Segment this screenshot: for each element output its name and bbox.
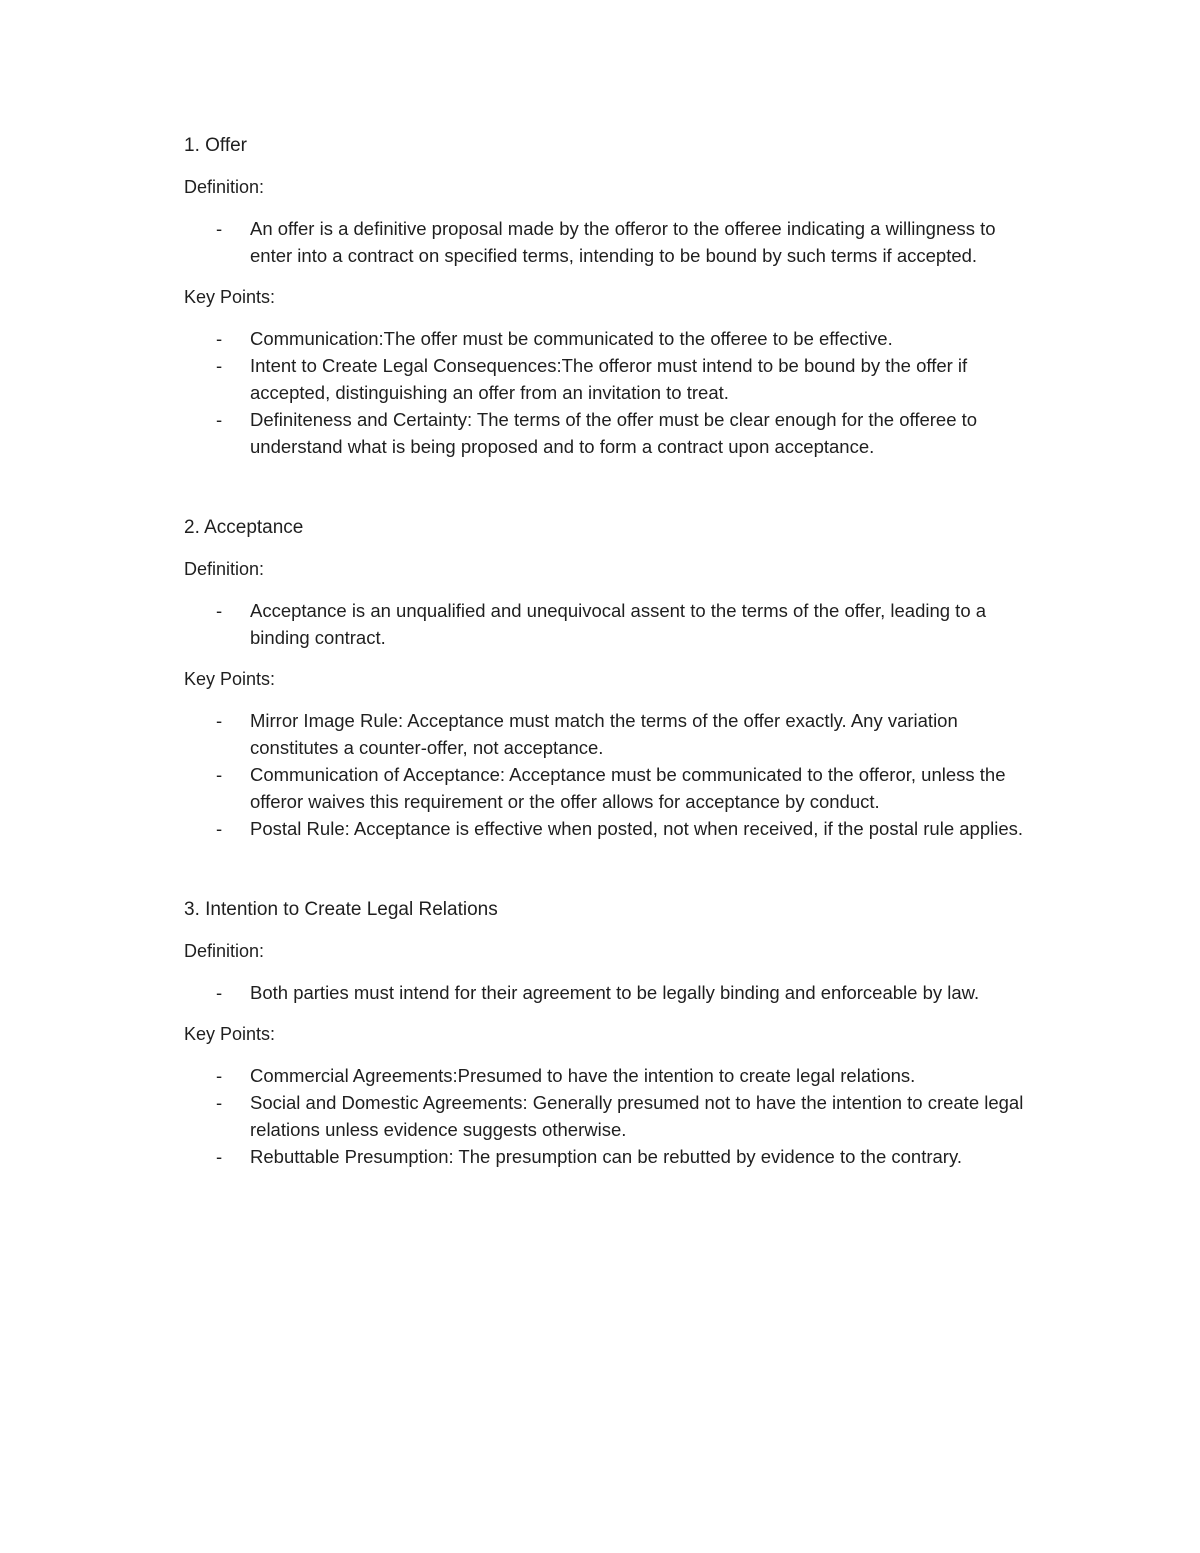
list-item [184, 815, 1024, 842]
list-item [184, 406, 1024, 460]
list-item [184, 1062, 1024, 1089]
definition-label: Definition: [184, 177, 265, 197]
dash-bullet: - [216, 982, 223, 1003]
section-offer [184, 133, 1024, 460]
list-item-text: Acceptance is an unqualified and unequivocal assent to the terms of the offer, leading to a binding contract. [250, 600, 987, 648]
list-item [184, 1143, 1024, 1170]
key-points-label: Key Points: [184, 1024, 276, 1044]
dash-bullet: - [216, 710, 223, 731]
list-item-text: Rebuttable Presumption: The presumption can be rebutted by evidence to the contrary. [250, 1146, 962, 1167]
definition-list [184, 215, 1024, 269]
key-points-list [184, 1062, 1024, 1170]
document-page [184, 133, 1024, 1185]
list-item [184, 215, 1024, 269]
dash-bullet: - [216, 218, 223, 239]
dash-bullet: - [216, 1146, 223, 1167]
section-acceptance [184, 515, 1024, 842]
key-points-label: Key Points: [184, 669, 276, 689]
list-item-text: Mirror Image Rule: Acceptance must match the terms of the offer exactly. Any variation constitutes a counter-offer, not acceptance. [250, 710, 958, 758]
list-item [184, 707, 1024, 761]
key-points-label: Key Points: [184, 287, 276, 307]
list-item-text: Communication:The offer must be communicated to the offeree to be effective. [250, 328, 893, 349]
section-heading: 3. Intention to Create Legal Relations [184, 899, 498, 920]
section-spacer [184, 857, 1024, 897]
list-item-text: Communication of Acceptance: Acceptance must be communicated to the offeror, unless the offeror waives this requirement or the offer allows for acceptance by conduct. [250, 764, 1006, 812]
list-item [184, 761, 1024, 815]
dash-bullet: - [216, 409, 223, 430]
list-item-text: Definiteness and Certainty: The terms of the offer must be clear enough for the offeree to understand what is being proposed and to form a contract upon acceptance. [250, 409, 978, 457]
section-heading: 1. Offer [184, 135, 248, 156]
list-item [184, 1089, 1024, 1143]
dash-bullet: - [216, 818, 223, 839]
list-item-text: Social and Domestic Agreements: Generally presumed not to have the intention to create legal relations unless evidence suggests otherwise. [250, 1092, 1024, 1140]
dash-bullet: - [216, 328, 223, 349]
list-item [184, 979, 1024, 1006]
dash-bullet: - [216, 764, 223, 785]
definition-label: Definition: [184, 941, 265, 961]
dash-bullet: - [216, 1065, 223, 1086]
section-intention [184, 897, 1024, 1170]
list-item-text: Both parties must intend for their agreement to be legally binding and enforceable by law. [250, 982, 980, 1003]
key-points-list [184, 707, 1024, 842]
section-heading: 2. Acceptance [184, 517, 304, 538]
list-item [184, 325, 1024, 352]
dash-bullet: - [216, 600, 223, 621]
list-item-text: Postal Rule: Acceptance is effective when posted, not when received, if the postal rule applies. [250, 818, 1024, 839]
section-spacer [184, 475, 1024, 515]
list-item-text: Intent to Create Legal Consequences:The offeror must intend to be bound by the offer if accepted, distinguishing an offer from an invitation to treat. [250, 355, 968, 403]
dash-bullet: - [216, 355, 223, 376]
definition-label: Definition: [184, 559, 265, 579]
definition-list [184, 979, 1024, 1006]
list-item-text: An offer is a definitive proposal made by the offeror to the offeree indicating a willingness to enter into a contract on specified terms, intending to be bound by such terms if accepted. [250, 218, 996, 266]
definition-list [184, 597, 1024, 651]
list-item [184, 597, 1024, 651]
list-item [184, 352, 1024, 406]
dash-bullet: - [216, 1092, 223, 1113]
list-item-text: Commercial Agreements:Presumed to have the intention to create legal relations. [250, 1065, 916, 1086]
key-points-list [184, 325, 1024, 460]
